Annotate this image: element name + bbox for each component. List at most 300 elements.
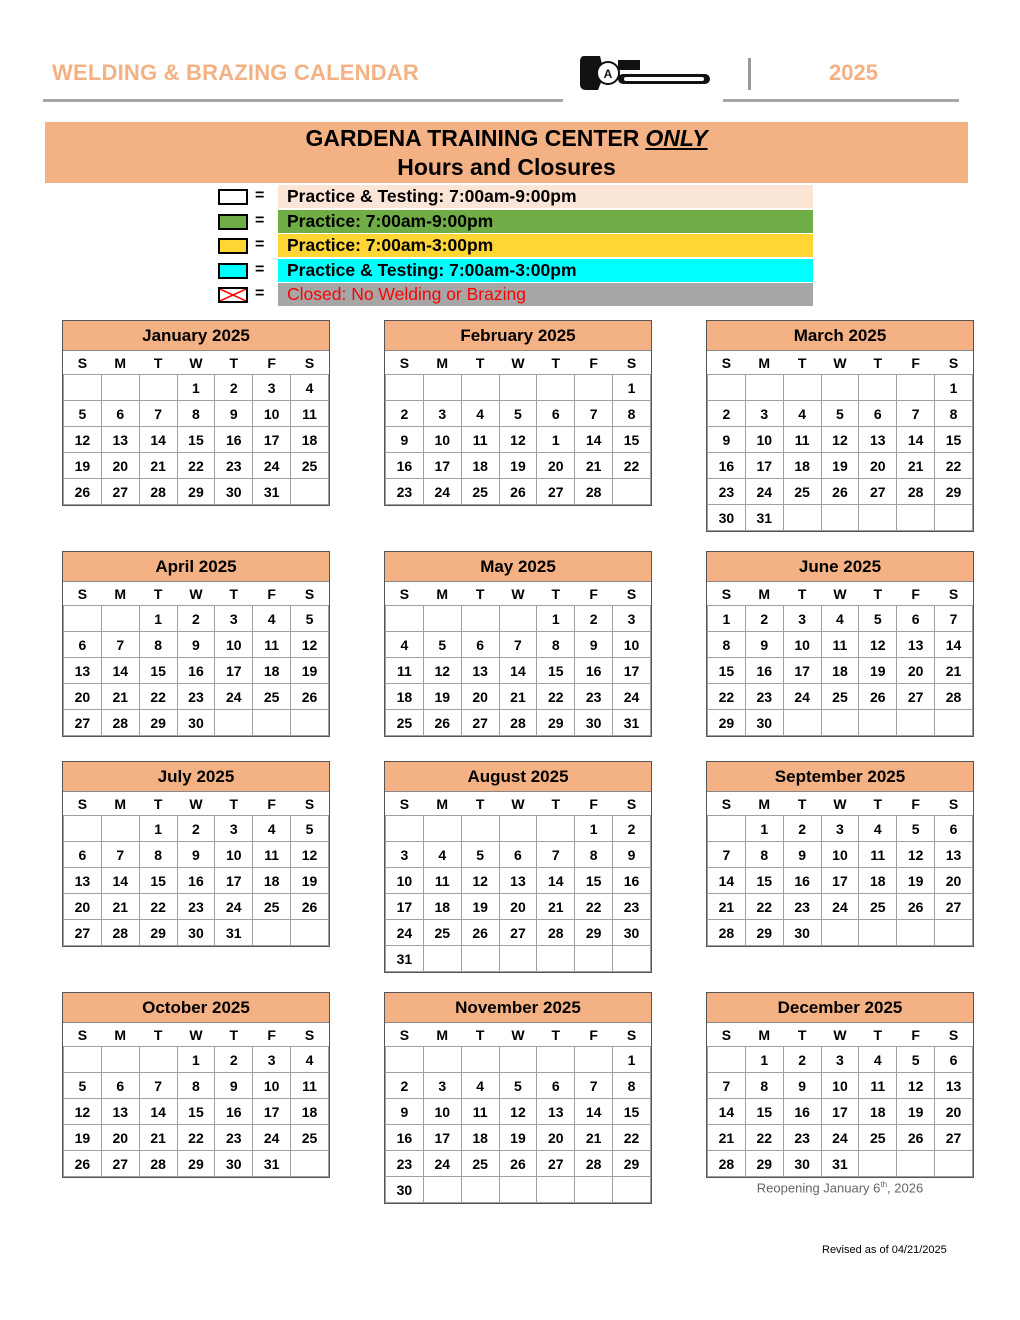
header-rule-gap (563, 99, 723, 102)
empty-day-cell (101, 1047, 139, 1073)
day-cell: 15 (537, 658, 575, 684)
day-cell: 18 (461, 453, 499, 479)
day-cell: 2 (177, 606, 215, 632)
week-row (708, 842, 973, 868)
day-cell: 18 (291, 427, 329, 453)
day-cell: 15 (613, 1099, 651, 1125)
weekday-header: W (499, 351, 537, 375)
week-row (64, 816, 329, 842)
day-cell: 2 (783, 816, 821, 842)
calendar-title: WELDING & BRAZING CALENDAR (52, 60, 419, 85)
closed-day-cell: 23 (386, 1151, 424, 1177)
weekday-header: T (139, 582, 177, 606)
day-cell: 20 (537, 1125, 575, 1151)
day-cell: 19 (897, 1099, 935, 1125)
closed-day-cell: 13 (499, 868, 537, 894)
closed-day-cell: 23 (783, 1125, 821, 1151)
day-cell: 7 (897, 401, 935, 427)
closed-day-cell: 30 (613, 920, 651, 946)
day-cell: 22 (139, 894, 177, 920)
empty-day-cell (253, 710, 291, 736)
day-cell: 27 (461, 710, 499, 736)
empty-day-cell (537, 946, 575, 972)
empty-day-cell (613, 946, 651, 972)
day-cell: 16 (575, 658, 613, 684)
day-cell: 22 (139, 684, 177, 710)
day-cell: 1 (537, 606, 575, 632)
closed-day-cell: 13 (101, 1099, 139, 1125)
closed-day-cell: 3 (745, 401, 783, 427)
weekday-header: T (461, 351, 499, 375)
month-calendar (384, 551, 652, 737)
weekday-header: T (215, 582, 253, 606)
empty-day-cell (613, 1177, 651, 1203)
legend-equals: = (255, 260, 265, 278)
day-cell: 19 (859, 658, 897, 684)
day-cell: 31 (253, 479, 291, 505)
day-cell: 6 (897, 606, 935, 632)
day-cell: 19 (461, 894, 499, 920)
day-cell: 17 (821, 1099, 859, 1125)
day-cell: 18 (859, 1099, 897, 1125)
week-row (386, 868, 651, 894)
month-calendar (62, 761, 330, 947)
closed-day-cell: 21 (708, 1125, 746, 1151)
day-cell: 21 (537, 894, 575, 920)
day-cell: 10 (253, 401, 291, 427)
day-cell: 1 (177, 1047, 215, 1073)
empty-day-cell (613, 479, 651, 505)
empty-day-cell (423, 1177, 461, 1203)
pipe-wrench-logo-icon (576, 50, 716, 94)
day-cell: 4 (859, 816, 897, 842)
day-cell: 4 (821, 606, 859, 632)
empty-day-cell (291, 920, 329, 946)
weekday-header: M (745, 792, 783, 816)
closed-day-cell: 21 (101, 684, 139, 710)
day-cell: 14 (575, 1099, 613, 1125)
week-row (708, 427, 973, 453)
weekday-header: S (708, 792, 746, 816)
day-cell: 29 (139, 710, 177, 736)
empty-day-cell (708, 1047, 746, 1073)
day-cell: 22 (613, 1125, 651, 1151)
calendar-year: 2025 (829, 60, 878, 85)
weekday-header: F (253, 1023, 291, 1047)
legend-row (217, 185, 813, 210)
closed-day-cell: 4 (253, 816, 291, 842)
closed-day-cell: 9 (745, 632, 783, 658)
closed-day-cell: 1 (708, 606, 746, 632)
week-row (386, 606, 651, 632)
weekday-header: M (745, 351, 783, 375)
day-cell: 21 (139, 453, 177, 479)
week-row (64, 658, 329, 684)
closed-day-cell: 27 (537, 1151, 575, 1177)
legend-row (217, 234, 813, 259)
week-row (708, 894, 973, 920)
empty-day-cell (139, 375, 177, 401)
weekday-header: S (64, 351, 102, 375)
weekday-header: T (461, 582, 499, 606)
day-cell: 9 (177, 632, 215, 658)
day-cell: 3 (821, 816, 859, 842)
day-cell: 25 (859, 894, 897, 920)
month-calendar (384, 761, 652, 973)
weekday-header: F (253, 582, 291, 606)
closed-day-cell: 16 (613, 868, 651, 894)
month-title: April 2025 (63, 552, 329, 582)
day-cell: 2 (575, 606, 613, 632)
closed-day-cell: 24 (613, 684, 651, 710)
day-cell: 24 (215, 684, 253, 710)
day-cell: 18 (253, 868, 291, 894)
day-cell: 13 (859, 427, 897, 453)
day-cell: 3 (215, 606, 253, 632)
day-cell: 8 (613, 1073, 651, 1099)
month-calendar (384, 320, 652, 506)
day-cell: 23 (177, 894, 215, 920)
closed-day-cell: 21 (101, 894, 139, 920)
day-cell: 9 (177, 842, 215, 868)
day-cell: 25 (821, 684, 859, 710)
day-cell: 21 (499, 684, 537, 710)
weekday-header: T (859, 1023, 897, 1047)
empty-day-cell (291, 710, 329, 736)
closed-day-cell: 24 (386, 920, 424, 946)
day-cell: 17 (821, 868, 859, 894)
day-cell: 28 (499, 710, 537, 736)
day-cell: 23 (575, 684, 613, 710)
closed-day-cell: 3 (423, 401, 461, 427)
month-title: October 2025 (63, 993, 329, 1023)
day-cell: 11 (859, 842, 897, 868)
closed-day-cell: 14 (101, 658, 139, 684)
day-cell: 8 (537, 632, 575, 658)
day-cell: 15 (613, 427, 651, 453)
legend-equals: = (255, 187, 265, 204)
weekday-header: T (859, 582, 897, 606)
day-cell: 23 (215, 453, 253, 479)
empty-day-cell (537, 816, 575, 842)
week-row (386, 632, 651, 658)
weekday-header: W (821, 351, 859, 375)
day-cell: 8 (177, 401, 215, 427)
week-row (386, 479, 651, 505)
revised-date: Revised as of 04/21/2025 (822, 1244, 947, 1256)
legend-label: Practice: 7:00am-9:00pm (278, 210, 813, 233)
week-row (708, 658, 973, 684)
closed-day-cell: 30 (745, 710, 783, 736)
closed-day-cell: 31 (745, 505, 783, 531)
closed-day-cell: 1 (745, 1047, 783, 1073)
closed-day-cell: 31 (386, 946, 424, 972)
day-cell: 29 (935, 479, 973, 505)
closed-day-cell: 20 (64, 894, 102, 920)
closed-day-cell: 27 (101, 1151, 139, 1177)
empty-day-cell (423, 1047, 461, 1073)
week-row (386, 684, 651, 710)
banner-location: GARDENA TRAINING CENTER (305, 125, 640, 151)
day-cell: 27 (935, 894, 973, 920)
week-row (708, 1125, 973, 1151)
empty-day-cell (783, 505, 821, 531)
closed-day-cell: 16 (386, 1125, 424, 1151)
empty-day-cell (708, 816, 746, 842)
day-cell: 2 (613, 816, 651, 842)
day-cell: 28 (935, 684, 973, 710)
day-cell: 5 (897, 1047, 935, 1073)
week-row (64, 401, 329, 427)
weekday-header: S (613, 792, 651, 816)
day-cell: 30 (215, 1151, 253, 1177)
empty-day-cell (575, 1047, 613, 1073)
legend-swatch (218, 263, 248, 279)
closed-day-cell: 15 (575, 868, 613, 894)
closed-day-cell: 5 (64, 401, 102, 427)
week-row (64, 710, 329, 736)
day-cell: 9 (215, 1073, 253, 1099)
day-cell: 25 (461, 1151, 499, 1177)
week-row (708, 684, 973, 710)
closed-day-cell: 1 (177, 375, 215, 401)
week-row (64, 1125, 329, 1151)
week-row (386, 920, 651, 946)
title-banner (45, 122, 968, 183)
weekday-header: W (821, 582, 859, 606)
week-row (708, 632, 973, 658)
day-cell: 24 (783, 684, 821, 710)
empty-day-cell (575, 375, 613, 401)
month-calendar (384, 992, 652, 1204)
empty-day-cell (575, 1177, 613, 1203)
day-cell: 18 (461, 1125, 499, 1151)
day-cell: 15 (139, 658, 177, 684)
day-cell: 31 (253, 1151, 291, 1177)
day-cell: 9 (575, 632, 613, 658)
day-cell: 5 (461, 842, 499, 868)
day-cell: 1 (613, 1047, 651, 1073)
day-cell: 11 (291, 1073, 329, 1099)
legend-label: Closed: No Welding or Brazing (278, 283, 813, 306)
day-cell: 6 (499, 842, 537, 868)
day-cell: 22 (537, 684, 575, 710)
weekday-header: T (537, 1023, 575, 1047)
weekday-header: M (423, 351, 461, 375)
day-cell: 14 (935, 632, 973, 658)
month-title: January 2025 (63, 321, 329, 351)
week-row (386, 658, 651, 684)
closed-day-cell: 14 (708, 1099, 746, 1125)
weekday-header: T (537, 582, 575, 606)
closed-day-cell: 28 (708, 920, 746, 946)
legend-row (217, 210, 813, 235)
closed-day-cell: 20 (101, 453, 139, 479)
day-cell: 10 (215, 632, 253, 658)
closed-day-cell: 1 (745, 816, 783, 842)
closed-day-cell: 28 (575, 1151, 613, 1177)
month-title: September 2025 (707, 762, 973, 792)
weekday-header: M (423, 1023, 461, 1047)
closed-day-cell: 29 (613, 1151, 651, 1177)
closed-day-cell: 25 (859, 1125, 897, 1151)
day-cell: 8 (575, 842, 613, 868)
week-row (64, 632, 329, 658)
empty-day-cell (139, 1047, 177, 1073)
closed-day-cell: 5 (291, 816, 329, 842)
empty-day-cell (386, 1047, 424, 1073)
closed-day-cell: 9 (708, 427, 746, 453)
day-cell: 13 (461, 658, 499, 684)
legend-swatch (218, 238, 248, 254)
day-cell: 25 (291, 1125, 329, 1151)
empty-day-cell (461, 606, 499, 632)
weekday-header: S (613, 351, 651, 375)
week-row (64, 1047, 329, 1073)
week-row (64, 1099, 329, 1125)
closed-day-cell: 6 (101, 401, 139, 427)
closed-day-cell: 20 (101, 1125, 139, 1151)
day-cell: 1 (139, 816, 177, 842)
day-cell: 7 (935, 606, 973, 632)
closed-day-cell: 23 (386, 479, 424, 505)
closed-day-cell: 30 (783, 1151, 821, 1177)
empty-day-cell (897, 920, 935, 946)
day-cell: 14 (139, 1099, 177, 1125)
week-row (64, 1073, 329, 1099)
closed-day-cell: 12 (64, 1099, 102, 1125)
day-cell: 13 (537, 1099, 575, 1125)
empty-day-cell (935, 505, 973, 531)
closed-day-cell: 3 (253, 375, 291, 401)
month-title: November 2025 (385, 993, 651, 1023)
empty-day-cell (859, 710, 897, 736)
closed-day-cell: 4 (423, 842, 461, 868)
day-cell: 11 (859, 1073, 897, 1099)
weekday-header: T (215, 351, 253, 375)
day-cell: 16 (215, 427, 253, 453)
day-cell: 23 (783, 894, 821, 920)
weekday-header: F (575, 792, 613, 816)
color-legend (217, 185, 813, 308)
closed-day-cell: 11 (386, 658, 424, 684)
day-cell: 12 (897, 1073, 935, 1099)
closed-day-cell: 9 (386, 1099, 424, 1125)
month-calendar (706, 551, 974, 737)
closed-day-cell: 4 (291, 375, 329, 401)
closed-day-cell: 25 (423, 920, 461, 946)
day-cell: 30 (177, 920, 215, 946)
empty-day-cell (461, 816, 499, 842)
closed-day-cell: 26 (423, 710, 461, 736)
day-cell: 17 (215, 658, 253, 684)
day-cell: 7 (139, 1073, 177, 1099)
day-cell: 1 (575, 816, 613, 842)
month-calendar (706, 761, 974, 947)
closed-day-cell: 7 (101, 632, 139, 658)
day-cell: 8 (935, 401, 973, 427)
closed-day-cell: 3 (386, 842, 424, 868)
day-cell: 17 (253, 427, 291, 453)
week-row (386, 427, 651, 453)
day-cell: 12 (499, 427, 537, 453)
day-cell: 11 (253, 632, 291, 658)
closed-day-cell: 18 (386, 684, 424, 710)
week-row (708, 920, 973, 946)
day-cell: 18 (291, 1099, 329, 1125)
month-title: February 2025 (385, 321, 651, 351)
empty-day-cell (859, 505, 897, 531)
empty-day-cell (575, 946, 613, 972)
legend-swatch (218, 214, 248, 230)
header-divider (748, 58, 751, 90)
legend-label: Practice & Testing: 7:00am-3:00pm (278, 259, 813, 282)
closed-day-cell: 10 (423, 1099, 461, 1125)
empty-day-cell (859, 920, 897, 946)
week-row (386, 1047, 651, 1073)
empty-day-cell (821, 710, 859, 736)
weekday-header: S (386, 351, 424, 375)
empty-day-cell (499, 946, 537, 972)
closed-day-cell: 12 (423, 658, 461, 684)
empty-day-cell (461, 946, 499, 972)
weekday-header: M (101, 582, 139, 606)
day-cell: 31 (215, 920, 253, 946)
closed-day-cell: 17 (745, 453, 783, 479)
day-cell: 8 (139, 632, 177, 658)
closed-day-cell: 6 (64, 842, 102, 868)
weekday-header: S (291, 351, 329, 375)
closed-day-cell: 15 (708, 658, 746, 684)
weekday-header: W (177, 351, 215, 375)
day-cell: 18 (821, 658, 859, 684)
closed-day-cell: 5 (64, 1073, 102, 1099)
closed-day-cell: 2 (745, 606, 783, 632)
empty-day-cell (101, 816, 139, 842)
day-cell: 22 (177, 1125, 215, 1151)
week-row (708, 401, 973, 427)
empty-day-cell (821, 505, 859, 531)
day-cell: 29 (575, 920, 613, 946)
weekday-header: W (499, 1023, 537, 1047)
day-cell: 4 (461, 401, 499, 427)
month-calendar (62, 551, 330, 737)
day-cell: 30 (783, 920, 821, 946)
weekday-header: T (783, 351, 821, 375)
week-row (64, 427, 329, 453)
day-cell: 8 (139, 842, 177, 868)
closed-day-cell: 7 (708, 842, 746, 868)
day-cell: 1 (613, 375, 651, 401)
weekday-header: T (859, 792, 897, 816)
day-cell: 3 (253, 1047, 291, 1073)
day-cell: 21 (575, 453, 613, 479)
closed-day-cell: 16 (708, 453, 746, 479)
weekday-header: T (139, 351, 177, 375)
day-cell: 18 (783, 453, 821, 479)
week-row (708, 453, 973, 479)
weekday-header: S (708, 1023, 746, 1047)
closed-day-cell: 27 (64, 920, 102, 946)
closed-day-cell: 2 (215, 375, 253, 401)
day-cell: 26 (291, 684, 329, 710)
day-cell: 4 (291, 1047, 329, 1073)
weekday-header: F (897, 582, 935, 606)
day-cell: 27 (897, 684, 935, 710)
day-cell: 12 (897, 842, 935, 868)
day-cell: 26 (821, 479, 859, 505)
week-row (708, 479, 973, 505)
